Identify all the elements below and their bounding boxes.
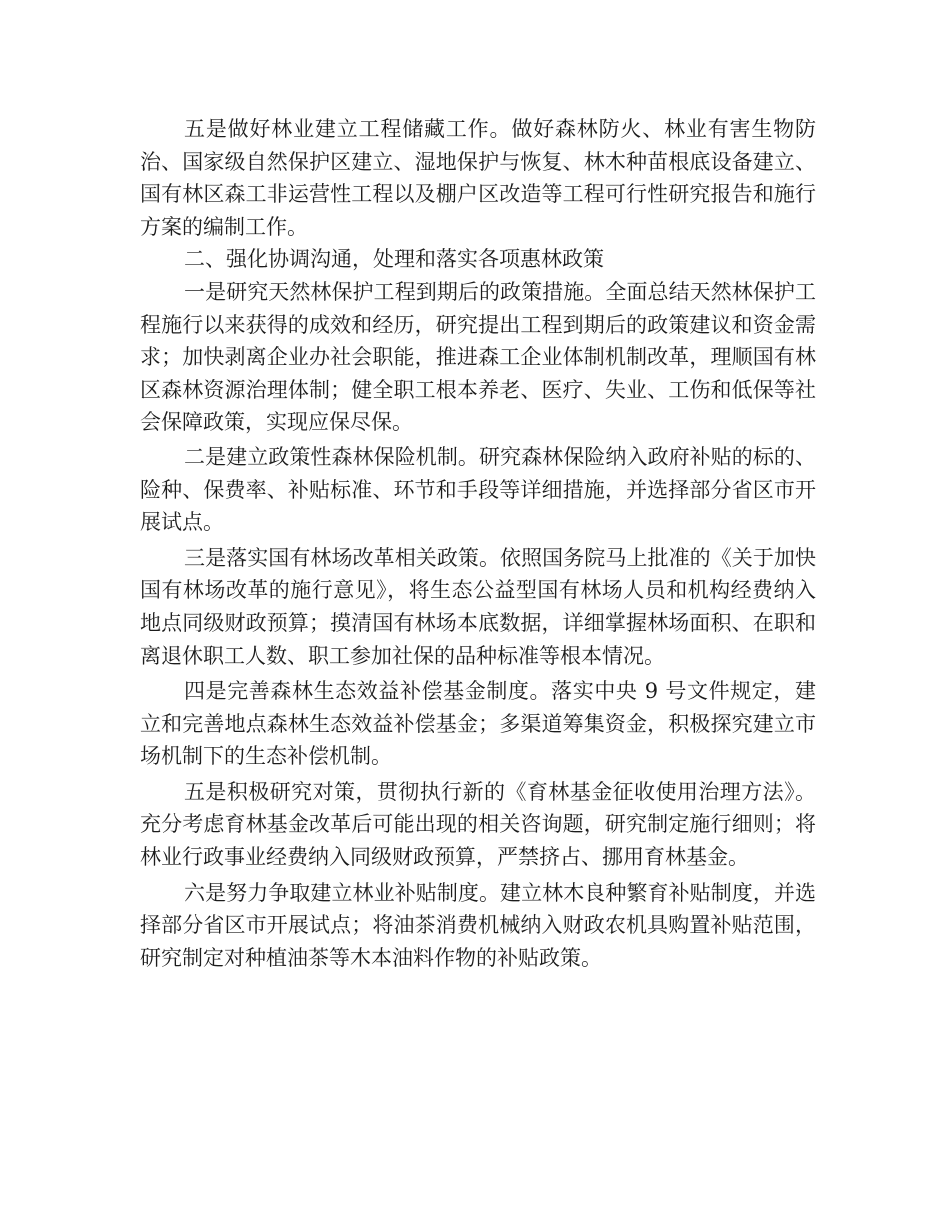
paragraph-ecological-compensation: 四是完善森林生态效益补偿基金制度。落实中央 9 号文件规定，建立和完善地点森林生态效益补偿基金；多渠道筹集资金，积极探究建立市场机制下的生态补偿机制。	[140, 679, 816, 769]
paragraph-forest-insurance: 二是建立政策性森林保险机制。研究森林保险纳入政府补贴的标的、险种、保费率、补贴标准、环节和手段等详细措施，并选择部分省区市开展试点。	[140, 444, 816, 535]
paragraph-state-forest-farm-reform: 三是落实国有林场改革相关政策。依照国务院马上批准的《关于加快国有林场改革的施行意见》，将生态公益型国有林场人员和机构经费纳入地点同级财政预算；摸清国有林场本底数据，详细掌握林场面积、在职和离退休职工人数、职工参加社保的品种标准等根本情况。	[140, 545, 816, 668]
paragraph-natural-forest-protection: 一是研究天然林保护工程到期后的政策措施。全面总结天然林保护工程施行以来获得的成效和经历，研究提出工程到期后的政策建议和资金需求；加快剥离企业办社会职能，推进森工企业体制机制改革，理顺国有林区森林资源治理体制；健全职工根本养老、医疗、失业、工伤和低保等社会保障政策，实现应保尽保。	[140, 279, 816, 435]
paragraph-afforestation-fund: 五是积极研究对策，贯彻执行新的《育林基金征收使用治理方法》。充分考虑育林基金改革后可能出现的相关咨询题，研究制定施行细则；将林业行政事业经费纳入同级财政预算，严禁挤占、挪用育林基金。	[140, 779, 816, 870]
document-page	[140, 113, 816, 974]
paragraph-forestry-project-reserve: 五是做好林业建立工程储藏工作。做好森林防火、林业有害生物防治、国家级自然保护区建立、湿地保护与恢复、林木种苗根底设备建立、国有林区森工非运营性工程以及棚户区改造等工程可行性研究报告和施行方案的编制工作。	[140, 117, 816, 239]
paragraph-forestry-subsidy: 六是努力争取建立林业补贴制度。建立林木良种繁育补贴制度，并选择部分省区市开展试点；将油茶消费机械纳入财政农机具购置补贴范围，研究制定对种植油茶等木本油料作物的补贴政策。	[140, 880, 816, 970]
section-heading-coordination: 二、强化协调沟通，处理和落实各项惠林政策	[184, 247, 604, 272]
